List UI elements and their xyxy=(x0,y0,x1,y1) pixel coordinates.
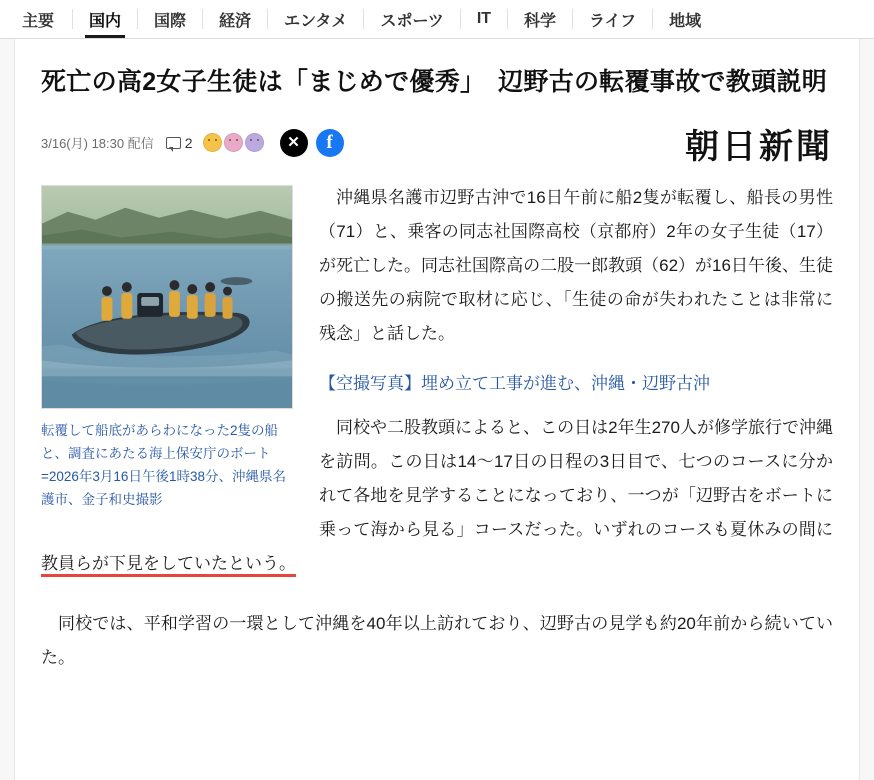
nav-tab-label: スポーツ xyxy=(380,12,444,30)
nav-tab-label: 科学 xyxy=(524,12,557,30)
article-container xyxy=(14,39,860,780)
x-icon: ✕ xyxy=(287,134,300,151)
nav-tab-life[interactable] xyxy=(573,0,652,38)
reaction-purple-face-icon[interactable] xyxy=(245,133,264,152)
nav-tab-label: 地域 xyxy=(669,12,702,30)
nav-tab-label: 主要 xyxy=(22,12,55,30)
nav-tab-entame[interactable] xyxy=(268,0,363,38)
facebook-icon: f xyxy=(326,132,333,153)
photo-caption: 転覆して船底があらわになった2隻の船と、調査にあたる海上保安庁のボート=2026年3月16日午後1時38分、沖縄県名護市、金子和史撮影 xyxy=(41,422,286,508)
paragraph-2-text: 同校や二股教頭によると、この日は2年生270人が修学旅行で沖縄を訪問。この日は14〜17日の日程の3日目で、七つのコースに分かれて各地を見学することになっており、一つが「辺野古をボートに乗って海から見る」コースだった。いずれのコースも夏休みの間に xyxy=(319,417,833,539)
article-figure xyxy=(41,185,293,512)
reaction-pink-face-icon[interactable] xyxy=(224,133,243,152)
article-headline: 死亡の高2女子生徒は「まじめで優秀」 辺野古の転覆事故で教頭説明 xyxy=(41,68,828,96)
related-photo-link[interactable]: 【空撮写真】埋め立て工事が進む、沖縄・辺野古沖 xyxy=(319,373,710,393)
nav-tab-label: ライフ xyxy=(589,12,637,30)
share-x-button[interactable] xyxy=(280,129,308,157)
comment-count-button[interactable] xyxy=(166,135,193,151)
article-meta-row xyxy=(41,123,833,167)
nav-tab-label: 国際 xyxy=(154,12,187,30)
nav-tab-label: IT xyxy=(476,10,492,27)
publisher-logo: 朝日新聞 xyxy=(685,126,833,167)
category-navbar xyxy=(0,0,874,39)
comment-bubble-icon xyxy=(166,137,181,149)
nav-tab-label: 国内 xyxy=(89,12,122,30)
nav-tab-shuyo[interactable] xyxy=(0,0,72,38)
article-photo[interactable] xyxy=(41,185,293,409)
comment-count-label: 2 xyxy=(184,134,193,151)
nav-tab-it[interactable] xyxy=(461,0,507,38)
nav-tab-kagaku[interactable] xyxy=(508,0,572,38)
nav-tab-chiiki[interactable] xyxy=(653,0,717,38)
nav-tab-kokusai[interactable] xyxy=(138,0,202,38)
article-paragraph-3: 同校では、平和学習の一環として沖縄を40年以上訪れており、辺野古の見学も約20年前から続いていた。 xyxy=(41,613,833,667)
nav-tab-kokunai[interactable] xyxy=(73,0,137,38)
paragraph-2-highlighted-text: 教員らが下見をしていたという。 xyxy=(41,554,296,577)
publish-date: 3/16(月) 18:30 配信 xyxy=(41,136,154,151)
reaction-smile-icon[interactable] xyxy=(203,133,222,152)
nav-tab-label: エンタメ xyxy=(284,12,348,30)
article-body xyxy=(41,181,833,675)
nav-tab-keizai[interactable] xyxy=(203,0,267,38)
share-facebook-button[interactable] xyxy=(316,129,344,157)
nav-tab-sports[interactable] xyxy=(364,0,459,38)
reaction-group[interactable] xyxy=(203,133,266,152)
nav-tab-label: 経済 xyxy=(219,12,252,30)
article-paragraph-1: 沖縄県名護市辺野古沖で16日午前に船2隻が転覆し、船長の男性（71）と、乗客の同志社国際高校（京都府）2年の女子生徒（17）が死亡した。同志社国際高の二股一郎教頭（62）が16日午後、生徒の搬送先の病院で取材に応じ、「生徒の命が失われたことは非常に残念」と話した。 xyxy=(319,187,833,343)
